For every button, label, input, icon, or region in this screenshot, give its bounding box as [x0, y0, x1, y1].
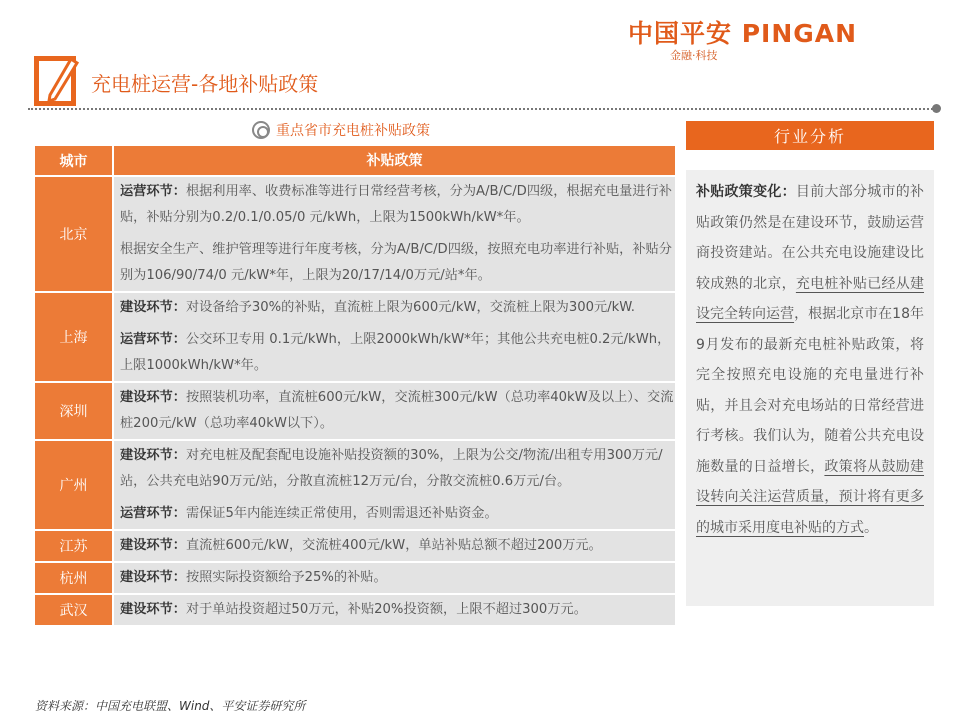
analysis-highlight: 充电桩补贴已经从建设完全转向运营 [696, 275, 925, 322]
policy-stage-label: 建设环节： [120, 448, 186, 463]
city-cell: 广州 [35, 441, 112, 529]
policy-cell [114, 383, 675, 439]
header-policy: 补贴政策 [114, 146, 675, 175]
industry-analysis-body [686, 170, 934, 606]
policy-stage-label: 建设环节： [120, 602, 186, 617]
policy-text: 对于单站投资超过50万元，补贴20%投资额，上限不超过300万元。 [185, 602, 587, 617]
policy-text: 根据安全生产、维护管理等进行年度考核，分为A/B/C/D四级，按照充电功率进行补贴，补贴分别为106/90/74/0 元/kW*年，上限为20/17/14/0万元/站*年。 [120, 242, 672, 283]
policy-text: 按照装机功率，直流桩600元/kW，交流桩300元/kW（总功率40kW及以上）、交流桩200元/kW（总功率40kW以下）。 [120, 390, 674, 431]
policy-paragraph [120, 443, 675, 495]
table-row [35, 563, 675, 593]
city-cell: 深圳 [35, 383, 112, 439]
page-title: 充电桩运营-各地补贴政策 [91, 72, 319, 96]
analysis-text: 目前大部分城市的补贴政策仍然是在建设环节，鼓励运营商投资建站。在公共充电设施建设比较成熟的北京， [696, 184, 925, 292]
policy-paragraph [120, 295, 675, 321]
policy-text: 对充电桩及配套配电设施补贴投资额的30%，上限为公交/物流/出租专用300万元/站，公共充电站90万元/站，分散直流桩12万元/台，分散交流桩0.6万元/台。 [120, 448, 663, 489]
pingan-logo [628, 14, 858, 62]
table-row [35, 531, 675, 561]
table-row [35, 595, 675, 625]
table-row [35, 293, 675, 381]
policy-cell [114, 293, 675, 381]
policy-cell [114, 177, 675, 291]
policy-stage-label: 建设环节： [120, 300, 186, 315]
divider [28, 108, 936, 110]
source-note: 资料来源：中国充电联盟、Wind、平安证券研究所 [35, 699, 306, 713]
policy-cell [114, 531, 675, 561]
policy-paragraph [120, 565, 675, 591]
logo-sub: 金融·科技 [670, 49, 718, 62]
table-row [35, 383, 675, 439]
policy-text: 按照实际投资额给予25%的补贴。 [185, 570, 387, 585]
policy-text: 公交环卫专用 0.1元/kWh，上限2000kWh/kW*年；其他公共充电桩0.2元/kWh，上限1000kWh/kW*年。 [120, 332, 671, 373]
policy-paragraph [120, 237, 675, 289]
table-row [35, 177, 675, 291]
policy-cell [114, 563, 675, 593]
analysis-text: ，根据北京市在18年9月发布的最新充电桩补贴政策，将完全按照充电设施的充电量进行补贴，并且会对充电场站的日常经营进行考核。我们认为，随着公共充电设施数量的日益增长， [696, 306, 924, 475]
analysis-text: 。 [864, 519, 878, 536]
policy-text: 对设备给予30%的补贴，直流桩上限为600元/kW，交流桩上限为300元/kW. [185, 300, 636, 315]
policy-stage-label: 建设环节： [120, 390, 186, 405]
policy-stage-label: 运营环节： [120, 506, 186, 521]
city-cell: 北京 [35, 177, 112, 291]
city-cell: 杭州 [35, 563, 112, 593]
analysis-highlight: 政策将从鼓励建设转向关注运营质量，预计将有更多的城市采用度电补贴的方式 [696, 458, 925, 536]
policy-stage-label: 运营环节： [120, 184, 186, 199]
table-caption-text: 重点省市充电桩补贴政策 [276, 123, 430, 139]
table-row [35, 441, 675, 529]
logo-main: 中国平安 PINGAN [628, 19, 858, 48]
policy-text: 需保证5年内能连续正常使用，否则需退还补贴资金。 [185, 506, 498, 521]
policy-paragraph [120, 179, 675, 231]
analysis-label: 补贴政策变化： [696, 184, 796, 200]
policy-stage-label: 建设环节： [120, 570, 186, 585]
policy-table [35, 146, 675, 627]
policy-text: 直流桩600元/kW，交流桩400元/kW，单站补贴总额不超过200万元。 [185, 538, 602, 553]
target-icon [252, 121, 270, 139]
pencil-note-icon [34, 56, 76, 106]
policy-stage-label: 建设环节： [120, 538, 186, 553]
policy-paragraph [120, 327, 675, 379]
policy-stage-label: 运营环节： [120, 332, 186, 347]
table-header [35, 146, 675, 175]
policy-cell [114, 441, 675, 529]
policy-paragraph [120, 501, 675, 527]
header-city: 城市 [35, 146, 112, 175]
city-cell: 江苏 [35, 531, 112, 561]
policy-text: 根据利用率、收费标准等进行日常经营考核，分为A/B/C/D四级，根据充电量进行补贴，补贴分别为0.2/0.1/0.05/0 元/kWh，上限为1500kWh/kW*年。 [120, 184, 672, 225]
city-cell: 上海 [35, 293, 112, 381]
city-cell: 武汉 [35, 595, 112, 625]
policy-paragraph [120, 385, 675, 437]
industry-analysis-header: 行业分析 [686, 121, 934, 150]
table-caption [252, 120, 430, 140]
divider-dot [932, 104, 941, 113]
policy-cell [114, 595, 675, 625]
policy-paragraph [120, 533, 675, 559]
policy-paragraph [120, 597, 675, 623]
